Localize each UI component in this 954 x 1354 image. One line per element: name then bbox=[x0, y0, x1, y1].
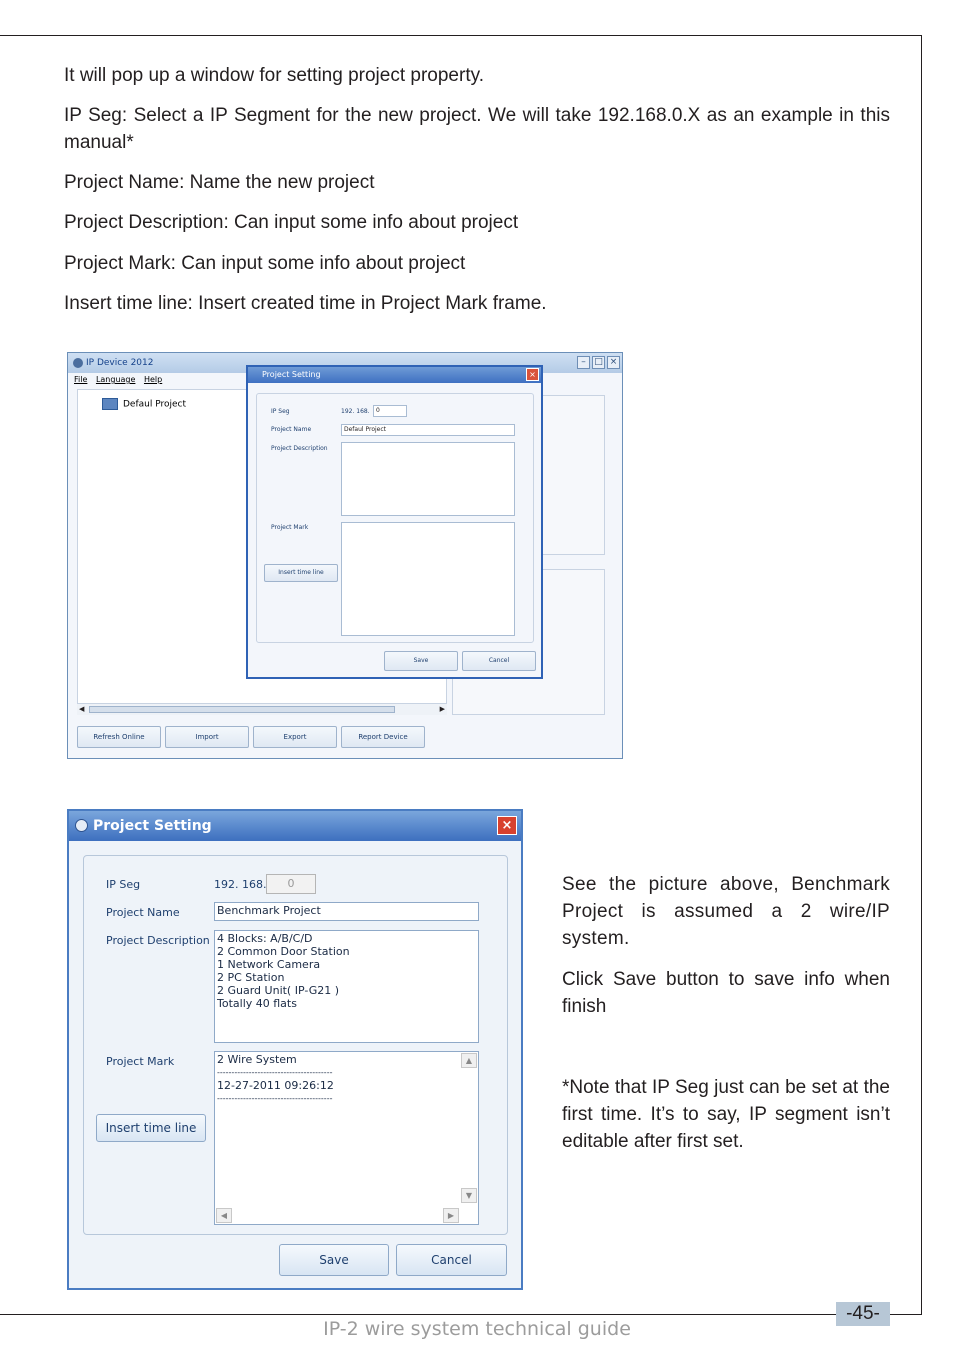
mark-line: 12-27-2011 09:26:12 bbox=[217, 1079, 334, 1092]
see-picture-text: See the picture above, Benchmark Project is assumed a 2 wire/IP system. bbox=[562, 874, 890, 949]
dialog-title: Project Setting bbox=[93, 818, 212, 834]
maximize-icon[interactable]: □ bbox=[592, 356, 605, 369]
export-button[interactable]: Export bbox=[253, 726, 337, 748]
scroll-down-icon[interactable]: ▼ bbox=[461, 1188, 477, 1203]
project-mark-text: Project Mark: Can input some info about project bbox=[64, 253, 466, 274]
dialog-close-icon[interactable]: × bbox=[526, 368, 539, 381]
project-description-text: Project Description: Can input some info about project bbox=[64, 212, 519, 233]
screenshot-project-setting bbox=[67, 809, 523, 1290]
mark-line: 2 Wire System bbox=[217, 1053, 297, 1066]
ip-seg-label: IP Seg bbox=[106, 878, 141, 891]
network-icon bbox=[102, 398, 118, 410]
ip-prefix: 192. 168. bbox=[214, 878, 267, 891]
desc-line: 2 Guard Unit( IP-G21 ) bbox=[217, 984, 340, 997]
ip-seg-stepper[interactable]: 0 bbox=[373, 405, 407, 417]
project-mark-label: Project Mark bbox=[106, 1055, 175, 1068]
project-description-label: Project Description bbox=[106, 934, 210, 947]
insert-time-line-button[interactable]: Insert time line bbox=[264, 564, 338, 582]
dialog-title: Project Setting bbox=[262, 370, 321, 379]
ip-seg-value: 0 bbox=[287, 877, 295, 890]
mark-line: ---------------------------------------- bbox=[217, 1094, 333, 1103]
project-name-label: Project Name bbox=[271, 426, 312, 433]
cancel-button[interactable]: Cancel bbox=[462, 651, 536, 671]
scroll-thumb[interactable] bbox=[89, 706, 395, 713]
scroll-left-icon[interactable]: ◀ bbox=[79, 705, 85, 713]
screenshot-main-window bbox=[67, 352, 623, 759]
tree-node-project[interactable] bbox=[102, 398, 186, 410]
project-name-label: Project Name bbox=[106, 906, 180, 919]
project-mark-textarea[interactable] bbox=[341, 522, 515, 636]
main-window-title: IP Device 2012 bbox=[86, 358, 154, 368]
project-mark-label: Project Mark bbox=[271, 524, 309, 531]
click-save-text: Click Save button to save info when finish bbox=[562, 969, 890, 1017]
project-mark-textarea[interactable] bbox=[214, 1051, 479, 1225]
project-description-textarea[interactable] bbox=[214, 930, 479, 1043]
project-description-textarea[interactable] bbox=[341, 442, 515, 516]
app-icon bbox=[73, 358, 83, 368]
dialog-group bbox=[83, 855, 508, 1235]
page-number: -45- bbox=[836, 1302, 890, 1326]
intro-text: It will pop up a window for setting project property. bbox=[64, 65, 484, 86]
scroll-up-icon[interactable]: ▲ bbox=[461, 1053, 477, 1068]
ip-seg-stepper bbox=[266, 874, 316, 894]
save-button[interactable]: Save bbox=[279, 1244, 389, 1276]
close-icon[interactable]: × bbox=[497, 816, 517, 835]
ip-prefix: 192. 168. bbox=[341, 408, 370, 415]
note-text: *Note that IP Seg just can be set at the first time. It’s to say, IP segment isn’t editable after first set. bbox=[562, 1077, 890, 1152]
menu-help[interactable]: Help bbox=[143, 375, 163, 384]
menu-language[interactable]: Language bbox=[95, 375, 136, 384]
desc-line: 1 Network Camera bbox=[217, 958, 321, 971]
footer-title: IP-2 wire system technical guide bbox=[323, 1318, 631, 1340]
scroll-left-icon[interactable]: ◀ bbox=[216, 1208, 232, 1223]
save-button[interactable]: Save bbox=[384, 651, 458, 671]
dialog-titlebar bbox=[69, 811, 521, 841]
menu-file[interactable]: File bbox=[74, 375, 88, 384]
dialog-titlebar bbox=[248, 367, 541, 383]
ip-seg-label: IP Seg bbox=[271, 408, 290, 415]
dialog-group bbox=[256, 393, 534, 643]
close-icon[interactable]: × bbox=[607, 356, 620, 369]
project-setting-dialog-small bbox=[246, 365, 543, 679]
scroll-right-icon[interactable]: ▶ bbox=[439, 705, 445, 713]
desc-line: 2 Common Door Station bbox=[217, 945, 350, 958]
cancel-button[interactable]: Cancel bbox=[396, 1244, 507, 1276]
refresh-online-button[interactable]: Refresh Online bbox=[77, 726, 161, 748]
project-name-input[interactable]: Benchmark Project bbox=[214, 902, 479, 921]
desc-line: 2 PC Station bbox=[217, 971, 285, 984]
report-device-button[interactable]: Report Device bbox=[341, 726, 425, 748]
desc-line: Totally 40 flats bbox=[217, 997, 297, 1010]
horizontal-scrollbar[interactable] bbox=[77, 703, 447, 715]
insert-time-line-button[interactable]: Insert time line bbox=[96, 1114, 206, 1142]
import-button[interactable]: Import bbox=[165, 726, 249, 748]
project-description-label: Project Description bbox=[271, 445, 328, 452]
insert-time-line-text: Insert time line: Insert created time in Project Mark frame. bbox=[64, 293, 547, 314]
app-icon bbox=[75, 819, 88, 832]
scroll-right-icon[interactable]: ▶ bbox=[443, 1208, 459, 1223]
desc-line: 4 Blocks: A/B/C/D bbox=[217, 932, 313, 945]
minimize-icon[interactable]: – bbox=[577, 356, 590, 369]
tree-node-label: Defaul Project bbox=[123, 399, 187, 410]
project-name-text: Project Name: Name the new project bbox=[64, 172, 375, 193]
mark-line: ---------------------------------------- bbox=[217, 1068, 333, 1077]
project-name-input[interactable]: Defaul Project bbox=[341, 424, 515, 436]
ip-seg-text: IP Seg: Select a IP Segment for the new project. We will take 192.168.0.X as an example in this manual* bbox=[64, 105, 890, 153]
